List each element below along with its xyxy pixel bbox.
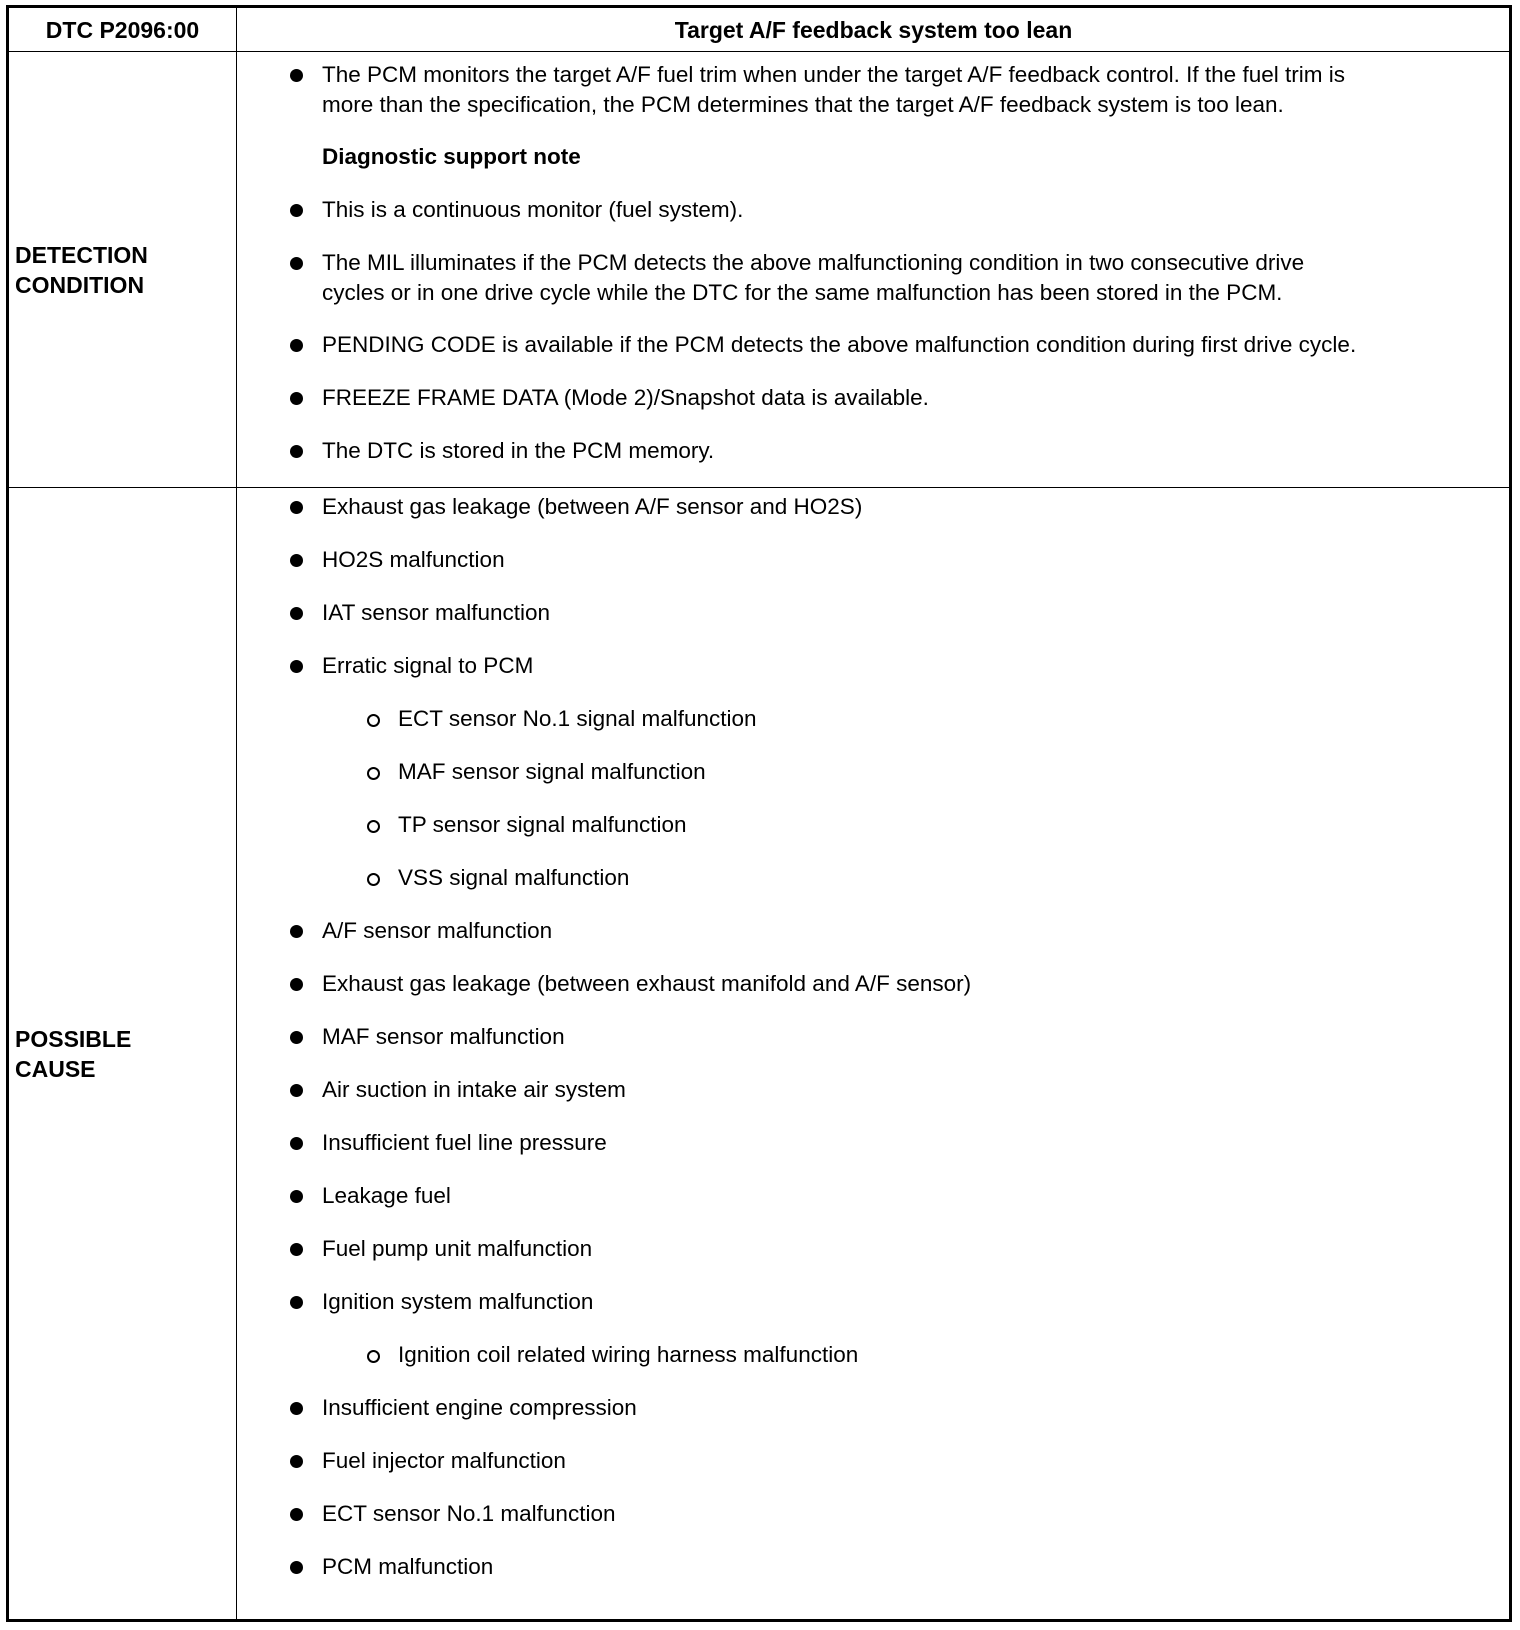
item-text: The MIL illuminates if the PCM detects the above malfunctioning condition in two consecutive drive cycles or in one drive cycle while the DTC for the same malfunction has been stored in the PCM.	[322, 250, 1305, 305]
item-text: Leakage fuel	[322, 1183, 451, 1208]
possible-cause-label	[9, 488, 236, 1619]
item-text: IAT sensor malfunction	[322, 600, 551, 625]
hollow-bullet-icon	[367, 767, 380, 780]
item-text: The DTC is stored in the PCM memory.	[322, 438, 715, 463]
item-text: MAF sensor signal malfunction	[398, 759, 706, 784]
bullet-icon	[290, 978, 303, 991]
possible-cause-content	[238, 488, 1509, 1619]
bullet-icon	[290, 660, 303, 673]
item-text: ECT sensor No.1 signal malfunction	[398, 706, 757, 731]
label-line: POSSIBLE	[15, 1025, 132, 1052]
item-text: Air suction in intake air system	[322, 1077, 626, 1102]
dtc-code: DTC P2096:00	[45, 17, 200, 43]
table-header-row	[9, 8, 1509, 52]
bullet-icon	[290, 1137, 303, 1150]
bullet-icon	[290, 69, 303, 82]
column-divider	[236, 52, 237, 487]
item-text: ECT sensor No.1 malfunction	[322, 1501, 616, 1526]
item-text: Ignition coil related wiring harness malfunction	[398, 1342, 859, 1367]
hollow-bullet-icon	[367, 873, 380, 886]
hollow-bullet-icon	[367, 1350, 380, 1363]
bullet-icon	[290, 1190, 303, 1203]
bullet-icon	[290, 339, 303, 352]
label-line: DETECTION	[15, 241, 148, 268]
item-text: Insufficient engine compression	[322, 1395, 637, 1420]
item-text: Fuel injector malfunction	[322, 1448, 566, 1473]
item-text: VSS signal malfunction	[398, 865, 630, 890]
bullet-icon	[290, 392, 303, 405]
column-divider	[236, 8, 237, 51]
bullet-icon	[290, 1508, 303, 1521]
bullet-icon	[290, 1402, 303, 1415]
item-text: TP sensor signal malfunction	[398, 812, 687, 837]
bullet-icon	[290, 1455, 303, 1468]
bullet-icon	[290, 554, 303, 567]
hollow-bullet-icon	[367, 714, 380, 727]
label-line: CONDITION	[15, 271, 145, 298]
item-text: Exhaust gas leakage (between A/F sensor and HO2S)	[322, 494, 863, 519]
item-text: PCM malfunction	[322, 1554, 494, 1579]
item-text: The PCM monitors the target A/F fuel trim when under the target A/F feedback control. If the fuel trim is more than the specification, the PCM determines that the target A/F feedback system is too lean.	[322, 62, 1345, 117]
dtc-table	[6, 5, 1512, 1622]
bullet-icon	[290, 1243, 303, 1256]
item-text: Exhaust gas leakage (between exhaust manifold and A/F sensor)	[322, 971, 972, 996]
item-text: Insufficient fuel line pressure	[322, 1130, 607, 1155]
item-text: A/F sensor malfunction	[322, 918, 553, 943]
item-text: PENDING CODE is available if the PCM detects the above malfunction condition during first drive cycle.	[322, 332, 1357, 357]
bullet-icon	[290, 445, 303, 458]
bullet-icon	[290, 1561, 303, 1574]
diagnostic-support-note-heading: Diagnostic support note	[322, 144, 581, 169]
bullet-icon	[290, 257, 303, 270]
bullet-icon	[290, 204, 303, 217]
detection-condition-label	[9, 52, 236, 487]
detection-condition-content	[238, 52, 1509, 487]
item-text: Erratic signal to PCM	[322, 653, 534, 678]
bullet-icon	[290, 1031, 303, 1044]
dtc-title: Target A/F feedback system too lean	[674, 17, 1073, 43]
bullet-icon	[290, 925, 303, 938]
bullet-icon	[290, 501, 303, 514]
label-line: CAUSE	[15, 1055, 96, 1082]
item-text: Ignition system malfunction	[322, 1289, 594, 1314]
item-text: Fuel pump unit malfunction	[322, 1236, 593, 1261]
detection-condition-row	[9, 52, 1509, 488]
bullet-icon	[290, 1296, 303, 1309]
item-text: MAF sensor malfunction	[322, 1024, 565, 1049]
item-text: FREEZE FRAME DATA (Mode 2)/Snapshot data is available.	[322, 385, 929, 410]
column-divider	[236, 488, 237, 1619]
hollow-bullet-icon	[367, 820, 380, 833]
bullet-icon	[290, 607, 303, 620]
bullet-icon	[290, 1084, 303, 1097]
item-text: This is a continuous monitor (fuel system).	[322, 197, 744, 222]
item-text: HO2S malfunction	[322, 547, 505, 572]
possible-cause-row	[9, 488, 1509, 1619]
